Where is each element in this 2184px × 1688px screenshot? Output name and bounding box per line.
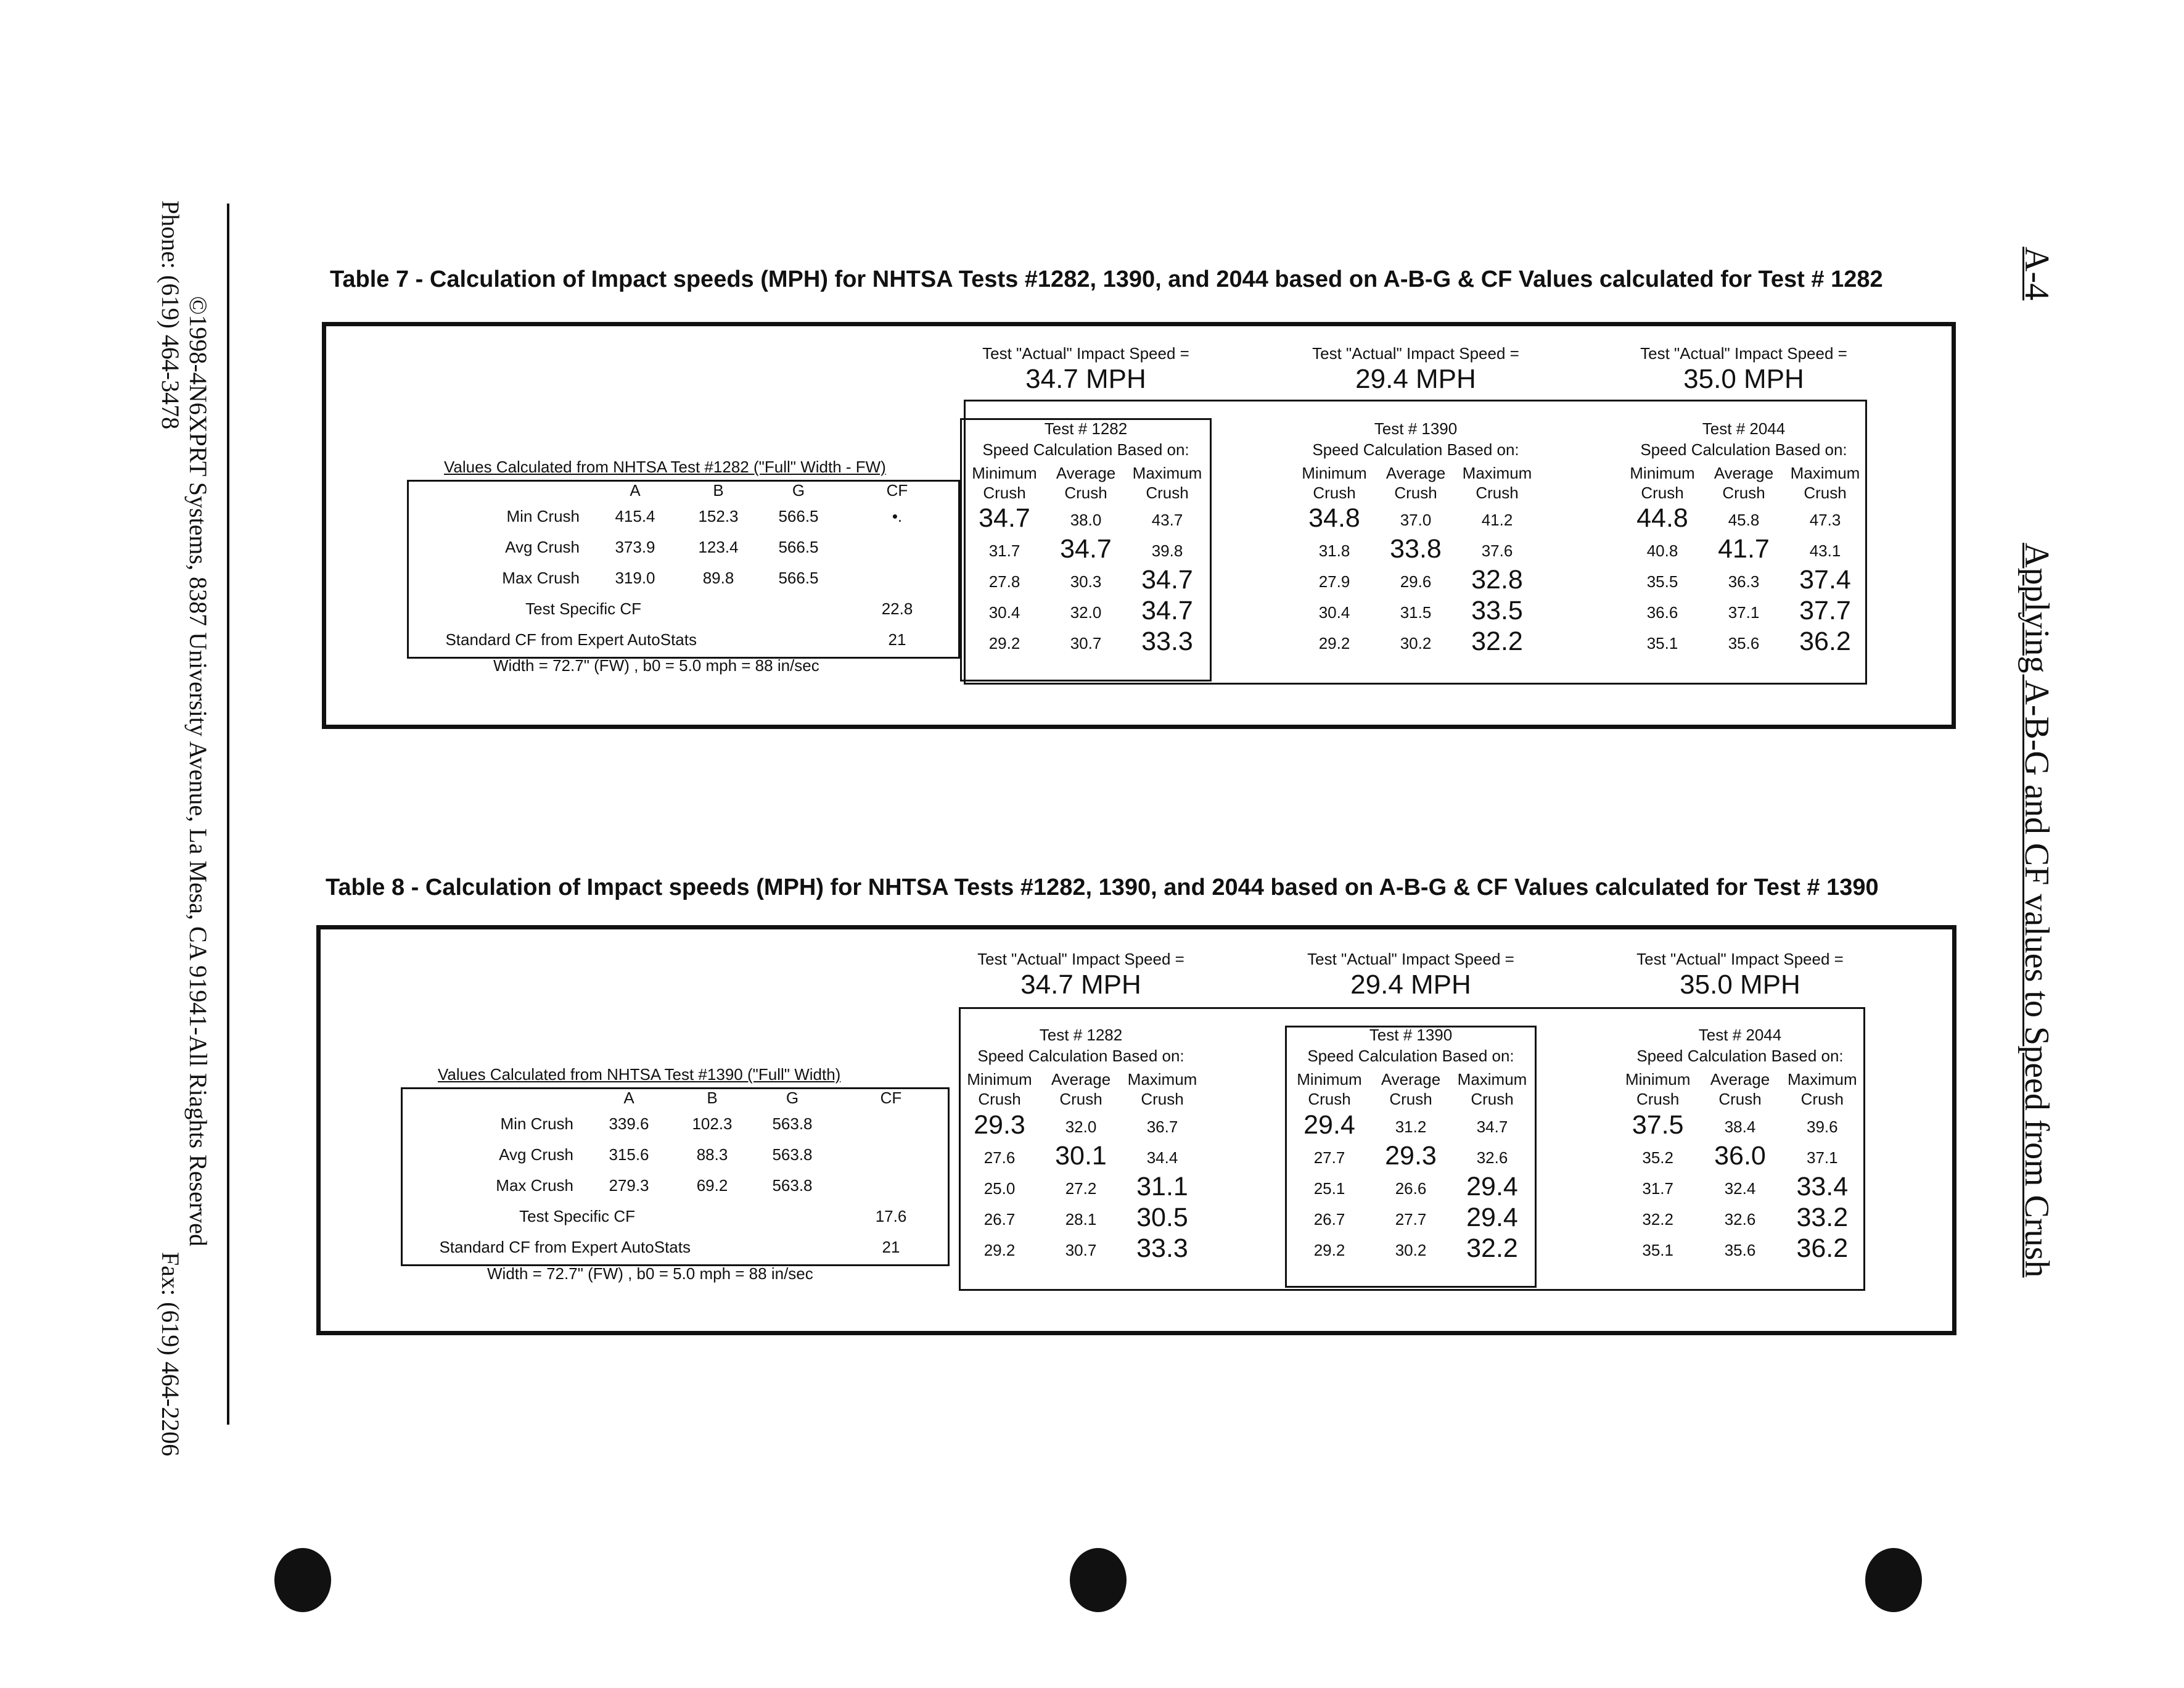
value-g: 566.5	[778, 538, 819, 556]
crush-col-subheader: Crush	[1313, 484, 1356, 502]
test-number: Test # 2044	[1698, 1026, 1782, 1044]
actual-speed-label: Test "Actual" Impact Speed =	[1312, 344, 1519, 363]
crush-col-subheader: Crush	[1804, 484, 1847, 502]
speed-value: 44.8	[1636, 503, 1688, 533]
speed-value: 31.1	[1136, 1172, 1188, 1201]
column-header: CF	[886, 481, 908, 500]
speed-value: 29.2	[1318, 634, 1350, 653]
value-a: 315.6	[609, 1145, 649, 1164]
speed-value: 30.5	[1136, 1203, 1188, 1232]
values-caption: Values Calculated from NHTSA Test #1282 ("Full" Width - FW)	[444, 458, 886, 476]
value-g: 566.5	[778, 507, 819, 525]
calc-basis: Speed Calculation Based on:	[982, 440, 1189, 459]
speed-value: 37.0	[1400, 511, 1432, 529]
speed-value: 25.1	[1313, 1179, 1345, 1198]
speed-value: 38.4	[1724, 1118, 1756, 1136]
footer-fax: Fax: (619) 464-2206	[157, 1252, 184, 1457]
crush-col-subheader: Crush	[1064, 484, 1107, 502]
column-header: G	[786, 1089, 799, 1107]
speed-value: 26.7	[1313, 1210, 1345, 1229]
value-cf: 22.8	[881, 599, 913, 618]
crush-col-header: Minimum	[967, 1070, 1032, 1089]
punch-hole-left	[274, 1548, 331, 1612]
value-cf: 21	[888, 630, 906, 649]
crush-col-header: Minimum	[972, 464, 1037, 482]
speed-value: 38.0	[1070, 511, 1102, 529]
row-label: Standard CF from Expert AutoStats	[445, 630, 697, 649]
column-header: A	[630, 481, 641, 500]
values-caption: Values Calculated from NHTSA Test #1390 ("Full" Width)	[438, 1065, 841, 1084]
test-number: Test # 1390	[1369, 1026, 1453, 1044]
value-a: 373.9	[615, 538, 655, 556]
value-cf: 21	[882, 1238, 900, 1256]
value-b: 88.3	[696, 1145, 728, 1164]
crush-col-header: Average	[1714, 464, 1774, 482]
speed-value: 29.6	[1400, 572, 1432, 591]
crush-col-header: Maximum	[1462, 464, 1532, 482]
speed-value: 30.2	[1395, 1241, 1427, 1259]
speed-value: 32.0	[1070, 603, 1102, 622]
crush-col-header: Maximum	[1127, 1070, 1197, 1089]
speed-value: 34.7	[1141, 565, 1193, 595]
value-b: 123.4	[698, 538, 739, 556]
speed-value: 27.8	[988, 572, 1020, 591]
calc-basis: Speed Calculation Based on:	[1312, 440, 1519, 459]
crush-col-subheader: Crush	[983, 484, 1026, 502]
value-b: 102.3	[692, 1114, 733, 1133]
width-note: Width = 72.7" (FW) , b0 = 5.0 mph = 88 in/sec	[487, 1264, 813, 1283]
speed-value: 33.5	[1471, 596, 1523, 625]
row-label: Max Crush	[502, 569, 580, 587]
value-g: 563.8	[772, 1145, 813, 1164]
value-cf: •.	[892, 507, 903, 525]
crush-col-header: Minimum	[1630, 464, 1695, 482]
punch-hole-center	[1070, 1548, 1127, 1612]
speed-value: 37.1	[1807, 1148, 1838, 1167]
speed-value: 32.2	[1642, 1210, 1673, 1229]
speed-value: 36.7	[1146, 1118, 1178, 1136]
width-note: Width = 72.7" (FW) , b0 = 5.0 mph = 88 in/sec	[493, 656, 819, 675]
speed-value: 45.8	[1728, 511, 1760, 529]
speed-value: 27.7	[1395, 1210, 1427, 1229]
speed-value: 33.8	[1390, 534, 1442, 564]
speed-value: 33.4	[1796, 1172, 1849, 1201]
actual-speed-label: Test "Actual" Impact Speed =	[982, 344, 1189, 363]
speed-value: 30.4	[1318, 603, 1350, 622]
speed-value: 40.8	[1646, 541, 1678, 560]
speed-value: 35.1	[1642, 1241, 1673, 1259]
speed-value: 34.7	[1476, 1118, 1508, 1136]
speed-value: 41.2	[1481, 511, 1513, 529]
speed-value: 32.4	[1724, 1179, 1756, 1198]
speed-value: 37.1	[1728, 603, 1760, 622]
speed-value: 37.6	[1481, 541, 1513, 560]
speed-value: 25.0	[983, 1179, 1016, 1198]
speed-value: 30.1	[1055, 1141, 1107, 1171]
speed-value: 39.8	[1151, 541, 1183, 560]
speed-value: 29.3	[974, 1110, 1025, 1140]
row-label: Test Specific CF	[525, 599, 641, 618]
crush-col-subheader: Crush	[1308, 1090, 1351, 1108]
speed-value: 35.6	[1724, 1241, 1756, 1259]
actual-speed-label: Test "Actual" Impact Speed =	[1307, 950, 1514, 968]
value-a: 415.4	[615, 507, 655, 525]
table-title: Table 7 - Calculation of Impact speeds (MPH) for NHTSA Tests #1282, 1390, and 2044 based on A-B-G & CF Values calculated for Test # 1282	[330, 266, 1883, 292]
crush-col-header: Minimum	[1302, 464, 1367, 482]
value-a: 279.3	[609, 1176, 649, 1195]
crush-col-subheader: Crush	[1722, 484, 1765, 502]
speed-value: 32.8	[1471, 565, 1523, 595]
column-header: A	[623, 1089, 634, 1107]
crush-col-header: Average	[1381, 1070, 1441, 1089]
speed-value: 33.3	[1136, 1233, 1188, 1263]
row-label: Standard CF from Expert AutoStats	[439, 1238, 691, 1256]
row-label: Avg Crush	[505, 538, 580, 556]
speed-value: 37.4	[1799, 565, 1851, 595]
value-g: 566.5	[778, 569, 819, 587]
actual-speed-value: 29.4 MPH	[1355, 364, 1476, 394]
actual-speed-value: 34.7 MPH	[1025, 364, 1146, 394]
speed-value: 35.6	[1728, 634, 1760, 653]
speed-value: 32.0	[1065, 1118, 1097, 1136]
crush-col-subheader: Crush	[1471, 1090, 1514, 1108]
speed-value: 35.1	[1646, 634, 1678, 653]
actual-speed-value: 34.7 MPH	[1020, 970, 1141, 1000]
crush-col-subheader: Crush	[1146, 484, 1189, 502]
test-number: Test # 1282	[1039, 1026, 1123, 1044]
speed-value: 32.6	[1724, 1210, 1756, 1229]
actual-speed-value: 35.0 MPH	[1683, 364, 1804, 394]
footer-phone: Phone: (619) 464-3478	[157, 200, 184, 430]
punch-hole-right	[1865, 1548, 1922, 1612]
speed-value: 36.0	[1714, 1141, 1766, 1171]
speed-value: 37.5	[1632, 1110, 1684, 1140]
page-section-title: Applying A-B-G and CF values to Speed from Crush	[2018, 543, 2056, 1278]
calc-basis: Speed Calculation Based on:	[977, 1047, 1184, 1065]
speed-value: 37.7	[1799, 596, 1851, 625]
value-g: 563.8	[772, 1176, 813, 1195]
speed-value: 26.7	[983, 1210, 1016, 1229]
speed-value: 36.6	[1646, 603, 1678, 622]
speed-value: 31.2	[1395, 1118, 1427, 1136]
crush-col-header: Maximum	[1790, 464, 1860, 482]
speed-value: 26.6	[1395, 1179, 1427, 1198]
speed-value: 28.1	[1065, 1210, 1097, 1229]
speed-value: 47.3	[1809, 511, 1841, 529]
value-a: 319.0	[615, 569, 655, 587]
crush-col-header: Average	[1386, 464, 1446, 482]
value-g: 563.8	[772, 1114, 813, 1133]
speed-value: 33.2	[1796, 1203, 1849, 1232]
speed-value: 29.2	[988, 634, 1020, 653]
crush-col-subheader: Crush	[1394, 484, 1437, 502]
crush-col-header: Minimum	[1297, 1070, 1362, 1089]
speed-value: 34.7	[1141, 596, 1193, 625]
speed-value: 34.7	[1060, 534, 1112, 564]
page-number: A-4	[2018, 247, 2056, 301]
speed-value: 35.5	[1646, 572, 1678, 591]
footer-copyright: ©1998-4N6XPRT Systems, 8387 University Avenue, La Mesa, CA 91941-All Riaghts Reserved	[184, 296, 212, 1246]
speed-value: 43.7	[1151, 511, 1183, 529]
column-header: G	[792, 481, 805, 500]
crush-col-subheader: Crush	[1636, 1090, 1680, 1108]
value-b: 152.3	[698, 507, 739, 525]
speed-value: 36.2	[1799, 627, 1851, 656]
speed-value: 29.2	[983, 1241, 1016, 1259]
crush-col-header: Maximum	[1457, 1070, 1527, 1089]
crush-col-subheader: Crush	[1059, 1090, 1102, 1108]
crush-col-subheader: Crush	[1389, 1090, 1432, 1108]
row-label: Test Specific CF	[519, 1207, 635, 1225]
speed-value: 29.2	[1313, 1241, 1345, 1259]
calc-basis: Speed Calculation Based on:	[1640, 440, 1847, 459]
actual-speed-label: Test "Actual" Impact Speed =	[1636, 950, 1844, 968]
speed-value: 30.2	[1400, 634, 1432, 653]
speed-value: 27.2	[1065, 1179, 1097, 1198]
speed-value: 35.2	[1642, 1148, 1673, 1167]
table-title: Table 8 - Calculation of Impact speeds (MPH) for NHTSA Tests #1282, 1390, and 2044 based on A-B-G & CF Values calculated for Test # 1390	[326, 875, 1879, 900]
value-b: 69.2	[696, 1176, 728, 1195]
column-header: B	[713, 481, 724, 500]
crush-col-subheader: Crush	[1641, 484, 1684, 502]
speed-value: 31.7	[988, 541, 1020, 560]
row-label: Max Crush	[496, 1176, 573, 1195]
speed-value: 36.2	[1796, 1233, 1849, 1263]
actual-speed-label: Test "Actual" Impact Speed =	[977, 950, 1184, 968]
value-a: 339.6	[609, 1114, 649, 1133]
speed-value: 34.4	[1146, 1148, 1178, 1167]
crush-col-header: Minimum	[1625, 1070, 1691, 1089]
actual-speed-label: Test "Actual" Impact Speed =	[1640, 344, 1847, 363]
speed-value: 30.7	[1070, 634, 1102, 653]
crush-col-header: Maximum	[1132, 464, 1202, 482]
speed-value: 34.8	[1308, 503, 1360, 533]
crush-col-subheader: Crush	[1476, 484, 1519, 502]
actual-speed-value: 29.4 MPH	[1350, 970, 1471, 1000]
speed-value: 32.2	[1471, 627, 1523, 656]
crush-col-subheader: Crush	[1800, 1090, 1844, 1108]
speed-value: 29.4	[1466, 1203, 1518, 1232]
row-label: Min Crush	[500, 1114, 573, 1133]
calc-basis: Speed Calculation Based on:	[1307, 1047, 1514, 1065]
calc-basis: Speed Calculation Based on:	[1636, 1047, 1844, 1065]
crush-col-subheader: Crush	[1141, 1090, 1184, 1108]
speed-value: 27.6	[983, 1148, 1016, 1167]
speed-value: 32.6	[1476, 1148, 1508, 1167]
actual-speed-value: 35.0 MPH	[1680, 970, 1800, 1000]
column-header: CF	[880, 1089, 902, 1107]
crush-col-subheader: Crush	[978, 1090, 1021, 1108]
crush-col-header: Average	[1710, 1070, 1770, 1089]
column-header: B	[707, 1089, 718, 1107]
speed-value: 27.9	[1318, 572, 1350, 591]
speed-value: 29.4	[1303, 1110, 1355, 1140]
speed-value: 39.6	[1807, 1118, 1838, 1136]
footer-rule	[227, 204, 229, 1425]
speed-value: 29.4	[1466, 1172, 1518, 1201]
test-number: Test # 2044	[1702, 419, 1786, 438]
speed-value: 27.7	[1313, 1148, 1345, 1167]
speed-value: 33.3	[1141, 627, 1193, 656]
speed-value: 31.5	[1400, 603, 1432, 622]
crush-col-header: Average	[1056, 464, 1116, 482]
speed-value: 36.3	[1728, 572, 1760, 591]
speed-value: 43.1	[1809, 541, 1841, 560]
speed-value: 29.3	[1385, 1141, 1437, 1171]
speed-value: 34.7	[979, 503, 1030, 533]
crush-col-subheader: Crush	[1718, 1090, 1762, 1108]
speed-value: 31.8	[1318, 541, 1350, 560]
value-b: 89.8	[702, 569, 734, 587]
speed-value: 30.3	[1070, 572, 1102, 591]
crush-col-header: Average	[1051, 1070, 1111, 1089]
value-cf: 17.6	[875, 1207, 907, 1225]
crush-col-header: Maximum	[1787, 1070, 1857, 1089]
speed-value: 30.4	[988, 603, 1020, 622]
test-number: Test # 1282	[1044, 419, 1128, 438]
row-label: Avg Crush	[499, 1145, 573, 1164]
speed-value: 31.7	[1642, 1179, 1673, 1198]
speed-value: 32.2	[1466, 1233, 1518, 1263]
row-label: Min Crush	[506, 507, 580, 525]
test-number: Test # 1390	[1374, 419, 1458, 438]
speed-value: 30.7	[1065, 1241, 1097, 1259]
speed-value: 41.7	[1718, 534, 1770, 564]
